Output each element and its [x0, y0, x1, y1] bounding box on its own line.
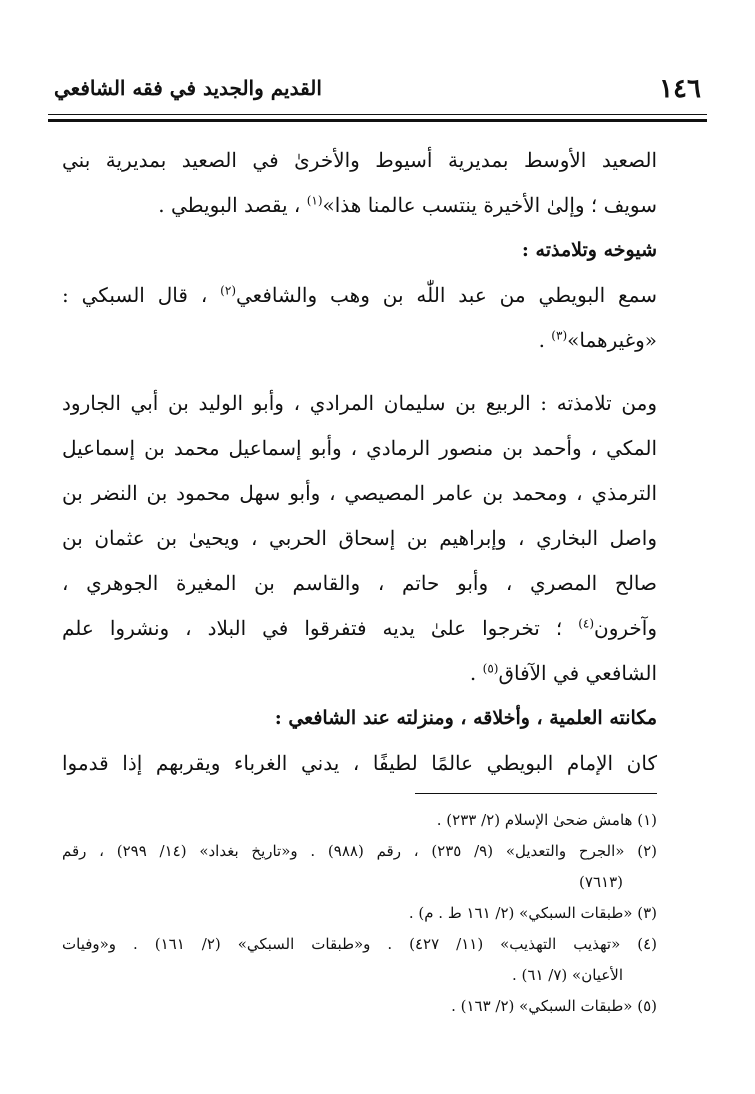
- main-text: [62, 138, 657, 786]
- paragraph-4: [62, 741, 657, 786]
- text-segment: «وغيرهما»: [567, 328, 657, 352]
- text-segment: وآخرون: [594, 616, 657, 640]
- footnote-line: (٤) «تهذيب التهذيب» (١١/ ٤٢٧) . و«طبقات السبكي» (٢/ ١٦١) . و«وفيات: [62, 935, 658, 953]
- text-line: صالح المصري ، وأبو حاتم ، والقاسم بن المغيرة الجوهري ،: [62, 571, 657, 595]
- footnote-line: (٢) «الجرح والتعديل» (٩/ ٢٣٥) ، رقم (٩٨٨) . و«تاريخ بغداد» (١٤/ ٢٩٩) ، رقم: [62, 842, 657, 860]
- footnote-ref-3: (٣): [551, 328, 568, 343]
- text-segment: .: [538, 328, 545, 352]
- page-number: ١٤٦: [659, 74, 701, 104]
- footnote-1: [62, 805, 657, 836]
- footnote-5: [62, 991, 657, 1022]
- section-heading-status: مكانته العلمية ، وأخلاقه ، ومنزلته عند الشافعي :: [274, 707, 657, 729]
- footnote-ref-1: (١): [306, 193, 323, 208]
- text-line: [62, 183, 657, 228]
- text-line: الصعيد الأوسط بمديرية أسيوط والأخرىٰ في الصعيد بمديرية بني: [62, 148, 657, 172]
- footnote-ref-2: (٢): [220, 283, 236, 298]
- footnote-3: [62, 898, 657, 929]
- text-line: ومن تلامذته : الربيع بن سليمان المرادي ، وأبو الوليد بن أبي الجارود: [62, 391, 657, 415]
- footnote-line: الأعيان» (٧/ ٦١) .: [512, 966, 623, 984]
- running-title: القديم والجديد في فقه الشافعي: [54, 76, 322, 100]
- footnote-separator: [415, 793, 657, 794]
- footnote-line: (٣) «طبقات السبكي» (٢/ ١٦١ ط . م) .: [408, 904, 657, 922]
- footnote-ref-5: (٥): [482, 661, 499, 676]
- text-line: المكي ، وأحمد بن منصور الرمادي ، وأبو إسماعيل محمد بن إسماعيل: [62, 436, 657, 460]
- text-line: [62, 273, 657, 318]
- footnote-line: (٧٦١٣): [579, 873, 623, 891]
- paragraph-2: [62, 273, 657, 363]
- text-segment: .: [469, 661, 477, 685]
- footnote-4: [62, 929, 657, 991]
- text-line: [62, 318, 657, 363]
- section-heading-teachers: شيوخه وتلامذته :: [521, 239, 657, 261]
- footnotes: [62, 805, 657, 1022]
- footnote-2: [62, 836, 657, 898]
- footnote-line: (٥) «طبقات السبكي» (٢/ ١٦٣) .: [451, 997, 657, 1015]
- text-segment: سمع البويطي من عبد اللّٰه بن وهب والشافعي: [236, 283, 657, 307]
- page-header: [48, 74, 707, 112]
- text-line: [62, 606, 657, 651]
- footnote-ref-4: (٤): [578, 616, 595, 631]
- text-segment: ، قال السبكي :: [62, 283, 208, 307]
- text-segment: الشافعي في الآفاق: [498, 661, 657, 685]
- text-line: واصل البخاري ، وإبراهيم بن إسحاق الحربي ، ويحيىٰ بن عثمان بن: [62, 526, 657, 550]
- text-line: [62, 651, 657, 696]
- header-rule-thick: [48, 119, 707, 122]
- header-rule-thin: [48, 114, 707, 115]
- footnote-line: (١) هامش ضحىٰ الإسلام (٢/ ٢٣٣) .: [436, 811, 657, 829]
- paragraph-gap: [62, 363, 657, 381]
- text-segment: ، يقصد البويطي .: [158, 193, 301, 217]
- paragraph-1: [62, 138, 657, 228]
- paragraph-3: [62, 381, 657, 696]
- text-line: كان الإمام البويطي عالمًا لطيفًا ، يدني الغرباء ويقربهم إذا قدموا: [62, 751, 657, 775]
- text-line: الترمذي ، ومحمد بن عامر المصيصي ، وأبو سهل محمود بن النضر بن: [62, 481, 657, 505]
- text-segment: ؛ تخرجوا علىٰ يديه فتفرقوا في البلاد ، ونشروا علم: [62, 616, 563, 640]
- text-segment: سويف ؛ وإلىٰ الأخيرة ينتسب عالمنا هذا»: [322, 193, 657, 217]
